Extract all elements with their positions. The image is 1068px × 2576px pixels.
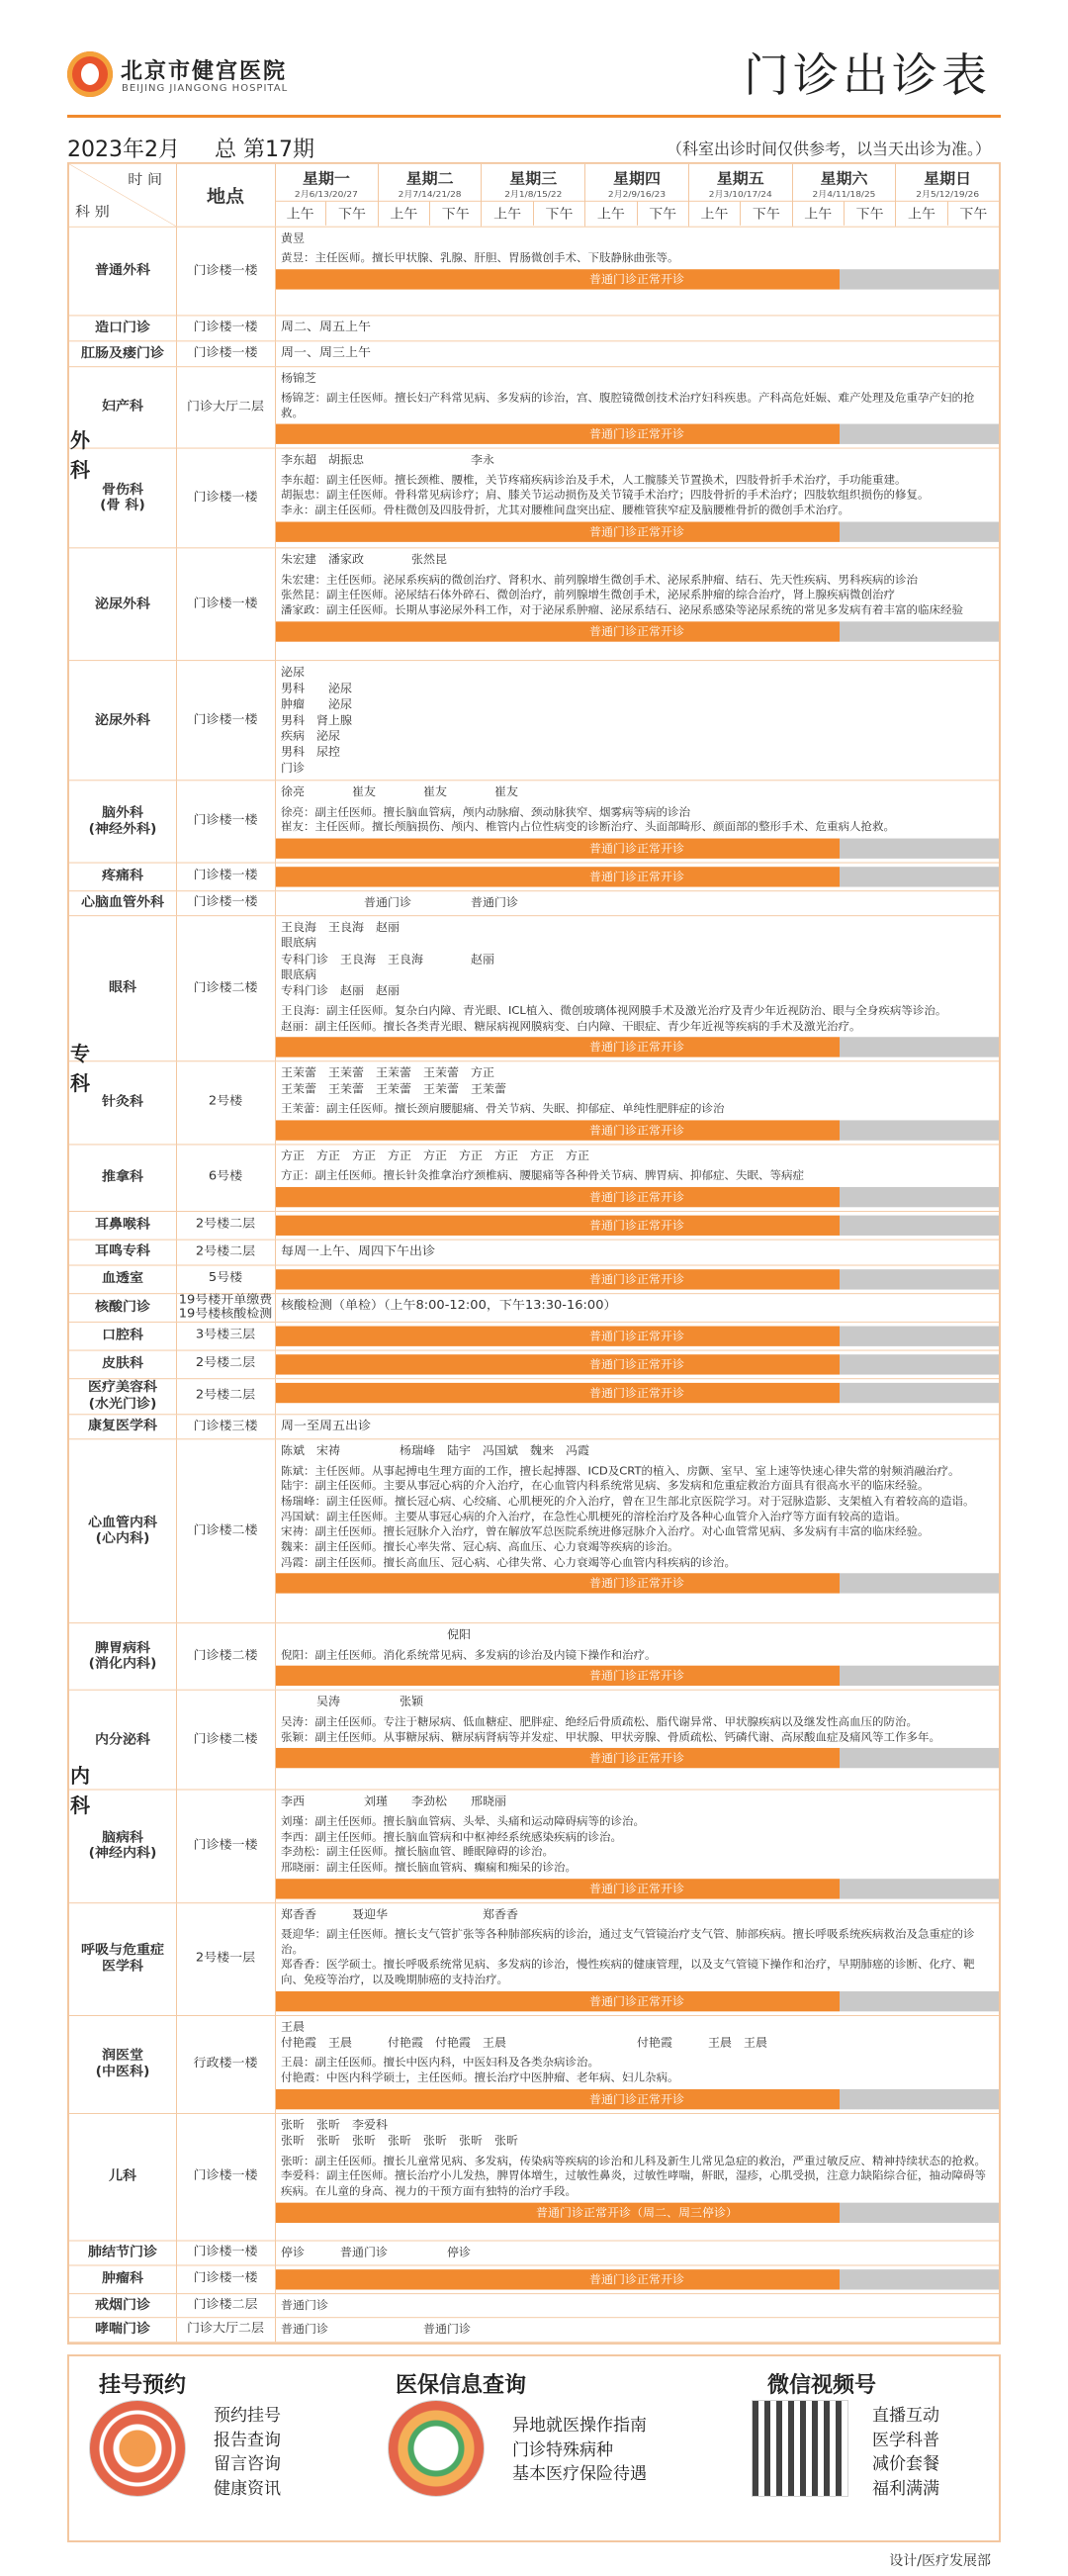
dept-name: 皮肤科 (69, 1350, 177, 1378)
footer-booking (99, 2368, 396, 2399)
doctor-names: 吴涛 张颖 (281, 1695, 424, 1708)
dept-name: 医疗美容科 (水光门诊) (69, 1379, 177, 1414)
table-row (69, 2241, 999, 2265)
dept-name: 普通外科 (69, 228, 177, 316)
dept-location: 门诊楼一楼 (176, 2265, 276, 2293)
dept-header: 科 别 (75, 203, 110, 221)
dept-location: 门诊楼一楼 (176, 891, 276, 915)
doctor-desc: 王晨：副主任医师。擅长中医内科，中医妇科及各类杂病诊治。 付艳霞：中医内科学硕士，主任医师。擅长治疗中医肿瘤、老年病、妇儿杂病。 (281, 2056, 679, 2084)
table-row (69, 1791, 999, 1903)
day-header (275, 164, 379, 227)
row-schedule (275, 228, 999, 294)
footer-link[interactable]: 留言咨询 (214, 2454, 281, 2475)
table-row (69, 1415, 999, 1440)
table-row (69, 2294, 999, 2318)
doctor-names: 黄昱 (281, 231, 306, 245)
schedule-text: 周二、周五上午 (281, 321, 372, 334)
table-row (69, 449, 999, 549)
days-header (275, 164, 999, 227)
dept-name: 造口门诊 (69, 316, 177, 340)
footer-booking-list (214, 2404, 281, 2502)
footer-insurance-list (512, 2414, 647, 2487)
dept-location: 门诊楼一楼 (176, 228, 276, 316)
row-schedule (275, 1379, 999, 1407)
doctor-names: 李东超 胡振忠 李永 (281, 453, 495, 467)
row-schedule (275, 1265, 999, 1293)
dept-name: 康复医学科 (69, 1415, 177, 1439)
hospital-logo-icon (67, 51, 113, 97)
table-row (69, 549, 999, 662)
day-name: 星期日 (924, 169, 972, 187)
schedule-bar: 普通门诊正常开诊 (275, 269, 999, 289)
doctor-names: 泌尿 男科 泌尿 肿瘤 泌尿 男科 肾上腺 疾病 泌尿 男科 尿控 门诊 (281, 666, 353, 775)
row-schedule (275, 916, 999, 1060)
doctor-names: 徐亮 崔友 崔友 崔友 (281, 785, 519, 798)
am-pm-header (793, 201, 896, 226)
day-name: 星期四 (613, 169, 662, 187)
schedule-bar: 普通门诊正常开诊 (275, 621, 999, 641)
dept-location: 门诊楼二楼 (176, 1440, 276, 1623)
day-header (793, 164, 897, 227)
section-internal-label: 内科 (70, 1764, 90, 1817)
table-row (69, 863, 999, 891)
row-schedule (275, 1212, 999, 1240)
doctor-desc: 朱宏建：主任医师。泌尿系疾病的微创治疗、肾积水、前列腺增生微创手术、泌尿系肿瘤、结石、先天性疾病、男科疾病的诊治 张然昆：副主任医师。泌尿结石体外碎石、微创治疗，前列腺增生微创手术，泌尿系肿瘤的综合治疗，肾上腺疾病微创治疗 潘家政：副主任医师。长期从事泌尿外科工作，对于泌尿系肿瘤、泌尿系结石、泌尿系感染等泌尿系统的常见多发病有着丰富的临床经验 (281, 573, 963, 616)
doctor-names: 张昕 张昕 李爱科 张昕 张昕 张昕 张昕 张昕 张昕 张昕 (281, 2118, 519, 2148)
schedule-text: 每周一上午、周四下午出诊 (281, 1243, 436, 1258)
am-pm-header (379, 201, 482, 226)
table-row (69, 367, 999, 449)
dept-location: 门诊楼一楼 (176, 781, 276, 862)
dept-location: 门诊楼一楼 (176, 863, 276, 890)
doctor-names: 杨锦芝 (281, 371, 317, 385)
doctor-names: 王良海 王良海 赵丽 眼底病 专科门诊 王良海 王良海 赵丽 眼底病 专科门诊 赵丽 赵丽 (281, 920, 495, 997)
am-pm-header (585, 201, 688, 226)
table-row (69, 1379, 999, 1415)
dept-name: 哮喘门诊 (69, 2318, 177, 2341)
pm-label: 下午 (545, 207, 574, 223)
footer-link[interactable]: 健康资讯 (214, 2478, 281, 2499)
table-row (69, 1691, 999, 1791)
schedule-bar: 普通门诊正常开诊 (275, 2269, 999, 2289)
schedule-bar: 普通门诊正常开诊 (275, 1187, 999, 1207)
dept-name: 核酸门诊 (69, 1294, 177, 1322)
header-divider (67, 115, 1001, 118)
schedule-bar: 普通门诊正常开诊 (275, 1120, 999, 1140)
row-schedule (275, 891, 999, 914)
dept-location: 3号楼三层 (176, 1322, 276, 1349)
hospital-english-name: BEIJING JIANGONG HOSPITAL (122, 83, 289, 94)
row-schedule (275, 549, 999, 645)
table-row (69, 2114, 999, 2242)
schedule-text: 周一至周五出诊 (281, 1419, 372, 1433)
footer-video-title: 微信视频号 (767, 2373, 877, 2398)
doctor-names: 朱宏建 潘家政 张然昆 (281, 553, 448, 567)
issue-number: 总 第17期 (215, 138, 314, 162)
schedule-table (67, 162, 1001, 2345)
doctor-desc: 聂迎华：副主任医师。擅长支气管扩张等各种肺部疾病的诊治，通过支气管镜治疗支气管、肺部疾病。擅长呼吸系统疾病救治及急重症的诊治。 郑香香：医学硕士。擅长呼吸系统常见病、多发病的诊治，慢性疾病的健康管理，以及支气管镜下操作和治疗，早期肺癌的诊断、化疗、靶向、免疫等治疗，以及晚期肺癌的支持治疗。 (281, 1927, 975, 1986)
doctor-desc: 刘瑾：副主任医师。擅长脑血管病、头晕、头痛和运动障碍病等的诊治。 李西：副主任医师。擅长脑血管病和中枢神经系统感染疾病的诊治。 李劲松：副主任医师。擅长脑血管、睡眠障碍的诊治。 邢晓丽：副主任医师。擅长脑血管病、癫痫和痴呆的诊治。 (281, 1814, 645, 1874)
footer-link[interactable]: 异地就医操作指南 (512, 2416, 647, 2436)
day-header (585, 164, 689, 227)
schedule-bar: 普通门诊正常开诊 (275, 1382, 999, 1402)
day-dates: 2月2/9/16/23 (607, 190, 667, 200)
row-schedule (275, 2294, 999, 2317)
table-row (69, 1294, 999, 1323)
doctor-names: 王茉蕾 王茉蕾 王茉蕾 王茉蕾 方正 王茉蕾 王茉蕾 王茉蕾 王茉蕾 王茉蕾 (281, 1066, 507, 1096)
schedule-text: 周一、周三上午 (281, 345, 372, 360)
schedule-notice: （科室出诊时间仅供参考，以当天出诊为准。） (666, 139, 991, 158)
dept-name: 耳鼻喉科 (69, 1212, 177, 1240)
location-header: 地点 (176, 164, 276, 227)
am-label: 上午 (896, 202, 947, 226)
dept-name: 脑病科 (神经内科) (69, 1791, 177, 1902)
dept-name: 口腔科 (69, 1322, 177, 1349)
footer-insurance (396, 2368, 692, 2399)
doctor-desc: 黄昱：主任医师。擅长甲状腺、乳腺、肝胆、胃肠微创手术、下肢静脉曲张等。 (281, 251, 679, 265)
am-label: 上午 (379, 202, 430, 226)
am-pm-header (689, 201, 792, 226)
dept-name: 针灸科 (69, 1061, 177, 1144)
am-label: 上午 (275, 202, 326, 226)
schedule-bar: 普通门诊正常开诊 (275, 424, 999, 444)
row-schedule (275, 449, 999, 545)
dept-location: 行政楼一楼 (176, 2016, 276, 2113)
doctor-names: 普通门诊 普通门诊 (281, 2322, 472, 2336)
dept-location: 门诊楼二层 (176, 2294, 276, 2317)
footer (67, 2354, 1001, 2542)
doctor-desc: 王良海：副主任医师。复杂白内障、青光眼、ICL植入、微创玻璃体视网膜手术及激光治疗及青少年近视防治、眼与全身疾病等诊治。 赵丽：副主任医师。擅长各类青光眼、糖尿病视网膜病变、白内障、干眼症、青少年近视等疾病的手术及激光治疗。 (281, 1003, 947, 1033)
row-schedule (275, 316, 999, 340)
row-schedule (275, 2265, 999, 2293)
dept-name: 推拿科 (69, 1145, 177, 1211)
row-schedule (275, 1691, 999, 1772)
table-row (69, 1240, 999, 1265)
footer-link[interactable]: 减价套餐 (872, 2454, 939, 2475)
insurance-qr-icon[interactable] (388, 2400, 485, 2497)
table-row (69, 1265, 999, 1294)
schedule-bar: 普通门诊正常开诊 (275, 1666, 999, 1686)
dept-location: 2号楼 (176, 1061, 276, 1144)
day-header (379, 164, 483, 227)
table-row (69, 2318, 999, 2342)
dept-location: 门诊楼一楼 (176, 549, 276, 661)
schedule-bar: 普通门诊正常开诊 (275, 1326, 999, 1345)
row-schedule (275, 2241, 999, 2263)
day-name: 星期六 (820, 169, 868, 187)
schedule-bar: 普通门诊正常开诊 (275, 867, 999, 886)
issue-info (67, 133, 342, 163)
day-dates: 2月4/11/18/25 (812, 190, 876, 200)
schedule-bar: 普通门诊正常开诊 (275, 838, 999, 858)
dept-name: 泌尿外科 (69, 549, 177, 661)
table-row (69, 661, 999, 781)
dept-name: 泌尿外科 (69, 661, 177, 780)
dept-location: 门诊楼二楼 (176, 916, 276, 1060)
day-name: 星期一 (302, 169, 350, 187)
table-row (69, 1903, 999, 2016)
dept-location: 2号楼二层 (176, 1350, 276, 1378)
day-name: 星期三 (509, 169, 558, 187)
day-dates: 2月7/14/21/28 (398, 190, 462, 200)
doctor-names: 普通门诊 普通门诊 (281, 895, 519, 909)
pm-label: 下午 (338, 207, 367, 223)
dept-location: 门诊楼一楼 (176, 316, 276, 340)
table-row (69, 341, 999, 367)
dept-location: 2号楼一层 (176, 1903, 276, 2015)
dept-name: 脾胃病科 (消化内科) (69, 1624, 177, 1691)
dept-name: 心血管内科 (心内科) (69, 1440, 177, 1623)
table-row (69, 1322, 999, 1350)
pm-label: 下午 (855, 207, 884, 223)
doctor-names: 停诊 普通门诊 停诊 (281, 2245, 472, 2258)
dept-name: 润医堂 (中医科) (69, 2016, 177, 2113)
day-dates: 2月6/13/20/27 (294, 190, 358, 200)
schedule-bar: 普通门诊正常开诊 (275, 1354, 999, 1374)
footer-link[interactable]: 医学科普 (872, 2430, 939, 2450)
footer-link[interactable]: 福利满满 (872, 2478, 939, 2499)
footer-link[interactable]: 直播互动 (872, 2406, 939, 2426)
design-credit: 设计/医疗发展部 (889, 2553, 991, 2569)
table-row (69, 1061, 999, 1145)
dept-location: 2号楼二层 (176, 1240, 276, 1264)
dept-name: 心脑血管外科 (69, 891, 177, 915)
doctor-names: 郑香香 聂迎华 郑香香 (281, 1907, 519, 1921)
row-schedule (275, 341, 999, 366)
schedule-bar: 普通门诊正常开诊 (275, 1748, 999, 1768)
dept-name: 眼科 (69, 916, 177, 1060)
doctor-names: 倪阳 (281, 1628, 472, 1642)
am-label: 上午 (689, 202, 741, 226)
table-row (69, 781, 999, 863)
dept-name: 肺结节门诊 (69, 2241, 177, 2264)
dept-name: 肿瘤科 (69, 2265, 177, 2293)
doctor-names: 李西 刘瑾 李劲松 邢晓丽 (281, 1794, 507, 1808)
row-schedule (275, 1240, 999, 1264)
section-special-label: 专科 (70, 1042, 90, 1095)
row-schedule (275, 1350, 999, 1378)
doctor-names: 普通门诊 (281, 2298, 329, 2312)
day-dates: 2月1/8/15/22 (504, 190, 563, 200)
pm-label: 下午 (441, 207, 470, 223)
dept-name: 呼吸与危重症 医学科 (69, 1903, 177, 2015)
day-name: 星期五 (716, 169, 764, 187)
doctor-names: 陈斌 宋祷 杨瑞峰 陆宇 冯国斌 魏来 冯霞 (281, 1444, 590, 1458)
pm-label: 下午 (649, 207, 677, 223)
footer-link[interactable]: 预约挂号 (214, 2406, 281, 2426)
doctor-desc: 方正：副主任医师。擅长针灸推拿治疗颈椎病、腰腿痛等各种骨关节病、脾胃病、抑郁症、失眠、等病症 (281, 1168, 804, 1182)
dept-location: 5号楼 (176, 1265, 276, 1293)
issue-date: 2023年2月 (67, 138, 180, 162)
row-schedule (275, 1294, 999, 1319)
dept-location: 门诊楼一楼 (176, 449, 276, 548)
dept-name: 戒烟门诊 (69, 2294, 177, 2317)
dept-name: 肛肠及瘘门诊 (69, 341, 177, 366)
page-title: 门诊出诊表 (744, 48, 991, 102)
dept-location: 19号楼开单缴费 19号楼核酸检测 (176, 1294, 276, 1322)
table-header (69, 164, 999, 228)
footer-insurance-title: 医保信息查询 (396, 2373, 527, 2398)
table-row (69, 916, 999, 1061)
dept-location: 门诊楼三楼 (176, 1415, 276, 1439)
day-dates: 2月3/10/17/24 (708, 190, 772, 200)
table-row (69, 1145, 999, 1212)
doctor-desc: 杨锦芝：副主任医师。擅长妇产科常见病、多发病的诊治，宫、腹腔镜微创技术治疗妇科疾患。产科高危妊娠、难产处理及危重孕产妇的抢救。 (281, 391, 975, 419)
row-schedule (275, 2318, 999, 2341)
table-row (69, 316, 999, 341)
footer-booking-title: 挂号预约 (99, 2373, 187, 2398)
dept-name: 血透室 (69, 1265, 177, 1293)
booking-qr-icon[interactable] (89, 2400, 186, 2497)
am-label: 上午 (585, 202, 637, 226)
day-header (482, 164, 585, 227)
dept-location: 门诊楼一楼 (176, 661, 276, 780)
table-row (69, 228, 999, 317)
dept-location: 门诊大厅二层 (176, 367, 276, 448)
row-schedule (275, 2016, 999, 2113)
schedule-bar: 普通门诊正常开诊（周二、周三停诊） (275, 2202, 999, 2222)
footer-link[interactable]: 基本医疗保险待遇 (512, 2464, 647, 2485)
am-label: 上午 (793, 202, 845, 226)
day-name: 星期二 (405, 169, 454, 187)
day-header (689, 164, 793, 227)
day-header (896, 164, 999, 227)
row-schedule (275, 1791, 999, 1902)
schedule-rows (69, 228, 999, 2343)
dept-location: 门诊楼一楼 (176, 2114, 276, 2241)
wechat-qr-icon[interactable] (752, 2400, 848, 2497)
dept-location: 门诊楼一楼 (176, 2241, 276, 2264)
footer-video (767, 2368, 1064, 2399)
dept-location: 门诊楼一楼 (176, 341, 276, 366)
footer-link[interactable]: 门诊特殊病种 (512, 2439, 613, 2460)
schedule-bar: 普通门诊正常开诊 (275, 1037, 999, 1057)
row-schedule (275, 1624, 999, 1691)
schedule-bar: 普通门诊正常开诊 (275, 1574, 999, 1594)
schedule-text: 核酸检测（单检）（上午8:00-12:00，下午13:30-16:00） (281, 1298, 617, 1313)
time-header: 时 间 (128, 171, 162, 188)
dept-location: 门诊楼二楼 (176, 1691, 276, 1790)
doctor-names: 王晨 付艳霞 王晨 付艳霞 付艳霞 王晨 付艳霞 王晨 王晨 (281, 2020, 768, 2050)
pm-label: 下午 (959, 207, 988, 223)
row-schedule (275, 1322, 999, 1349)
row-schedule (275, 1440, 999, 1598)
row-schedule (275, 1061, 999, 1144)
row-schedule (275, 367, 999, 448)
doctor-desc: 徐亮：副主任医师。擅长脑血管病，颅内动脉瘤、颈动脉狭窄、烟雾病等病的诊治 崔友：主任医师。擅长颅脑损伤、颅内、椎管内占位性病变的诊断治疗、头面部畸形、颜面部的整形手术、危重病人抢救。 (281, 804, 895, 834)
schedule-bar: 普通门诊正常开诊 (275, 1991, 999, 2011)
row-schedule (275, 1903, 999, 2015)
schedule-bar: 普通门诊正常开诊 (275, 521, 999, 541)
dept-name: 内分泌科 (69, 1691, 177, 1790)
row-schedule (275, 1145, 999, 1211)
dept-name: 儿科 (69, 2114, 177, 2241)
footer-link[interactable]: 报告查询 (214, 2430, 281, 2450)
dept-location: 门诊楼一楼 (176, 1791, 276, 1902)
pm-label: 下午 (752, 207, 780, 223)
schedule-bar: 普通门诊正常开诊 (275, 1215, 999, 1235)
schedule-bar: 普通门诊正常开诊 (275, 2089, 999, 2109)
schedule-bar: 普通门诊正常开诊 (275, 1879, 999, 1898)
dept-name: 妇产科 (69, 367, 177, 448)
doctor-names: 方正 方正 方正 方正 方正 方正 方正 方正 方正 (281, 1149, 590, 1162)
doctor-desc: 李东超：副主任医师。擅长颈椎、腰椎，关节疼痛疾病诊治及手术，人工髋膝关节置换术，四肢骨折手术治疗，手功能重建。 胡振忠：副主任医师。骨科常见病诊疗；肩、膝关节运动损伤及关节镜手术治疗；四肢骨折的手术治疗；四肢软组织损伤的修复。 李永：副主任医师。骨柱微创及四肢骨折，尤其对腰椎间盘突出症、腰椎管狭窄症及脑腰椎骨折的微创手术治疗。 (281, 473, 930, 517)
am-label: 上午 (482, 202, 533, 226)
table-row (69, 1212, 999, 1241)
dept-name: 耳鸣专科 (69, 1240, 177, 1264)
table-row (69, 2016, 999, 2114)
dept-location: 6号楼 (176, 1145, 276, 1211)
dept-name: 疼痛科 (69, 863, 177, 890)
am-pm-header (482, 201, 584, 226)
am-pm-header (896, 201, 999, 226)
doctor-desc: 倪阳：副主任医师。消化系统常见病、多发病的诊治及内镜下操作和治疗。 (281, 1647, 657, 1661)
section-surgery-label: 外科 (70, 428, 90, 482)
day-dates: 2月5/12/19/26 (916, 190, 980, 200)
row-schedule (275, 2114, 999, 2227)
row-schedule (275, 1415, 999, 1439)
table-row (69, 1350, 999, 1379)
dept-name: 脑外科 (神经外科) (69, 781, 177, 862)
table-row (69, 891, 999, 916)
dept-location: 2号楼二层 (176, 1212, 276, 1240)
dept-location: 门诊大厅二层 (176, 2318, 276, 2341)
dept-name: 骨伤科 (骨 科) (69, 449, 177, 548)
doctor-desc: 张昕：副主任医师。擅长儿童常见病、多发病，传染病等疾病的诊治和儿科及新生儿常见急症的救治，严重过敏反应、精神持续状态的抢救。 李爱科：副主任医师。擅长治疗小儿发热，脾胃体增生，过敏性鼻炎，过敏性哮喘，鼾眠，湿疹，心肌受损，注意力缺陷综合征，抽动障碍等疾病。在儿童的身高、视力的干预方面有独特的治疗手段。 (281, 2154, 986, 2197)
doctor-desc: 王茉蕾：副主任医师。擅长颈肩腰腿痛、骨关节病、失眠、抑郁症、单纯性肥胖症的诊治 (281, 1101, 725, 1115)
table-row (69, 1624, 999, 1692)
hospital-name: 北京市健宫医院 (121, 59, 288, 84)
footer-video-list (872, 2404, 939, 2502)
row-schedule (275, 863, 999, 890)
dept-location: 门诊楼二楼 (176, 1624, 276, 1691)
table-row (69, 2265, 999, 2294)
row-schedule (275, 781, 999, 862)
header (67, 0, 1001, 162)
dept-location: 2号楼二层 (176, 1379, 276, 1414)
doctor-desc: 陈斌：主任医师。从事起搏电生理方面的工作，擅长起搏器、ICD及CRT的植入、房颤、室早、室上速等快速心律失常的射频消融治疗。 陆宇：副主任医师。主要从事冠心病的介入治疗，在心血管内科系统常见病、多发病和危重症救治方面具有很高水平的临床经验。 杨瑞峰：副主任医师。擅长冠心病、心绞痛、心肌梗死的介入治疗，曾在卫生部北京医院学习。对于冠脉造影、支架植入有着较高的造诣。 冯国斌：副主任医师。主要从事冠心病的介入治疗，在急性心肌梗死的溶栓治疗及各种心血管介入治疗等方面有较高的造诣。 宋祷：副主任医师。擅长冠脉介入治疗，曾在解放军总医院系统进修冠脉介入治疗。对心血管常见病、多发病有丰富的临床经验。 魏来：副主任医师。擅长心率失常、冠心病、高血压、心力衰竭等疾病的诊治。 冯霞：副主任医师。擅长高血压、冠心病、心律失常、心力衰竭等心血管内科疾病的诊治。 (281, 1463, 975, 1569)
row-schedule (275, 661, 999, 780)
am-pm-header (275, 201, 378, 226)
page (67, 0, 1001, 2576)
doctor-desc: 吴涛：副主任医师。专注于糖尿病、低血糖症、肥胖症、绝经后骨质疏松、脂代谢异常、甲状腺疾病以及继发性高血压的防治。 张颖：副主任医师。从事糖尿病、糖尿病肾病等并发症、甲状腺、甲状旁腺、骨质疏松、钙磷代谢、高尿酸血症及痛风等工作多年。 (281, 1714, 940, 1743)
corner-header (69, 164, 177, 227)
table-row (69, 1440, 999, 1624)
schedule-bar: 普通门诊正常开诊 (275, 1269, 999, 1289)
